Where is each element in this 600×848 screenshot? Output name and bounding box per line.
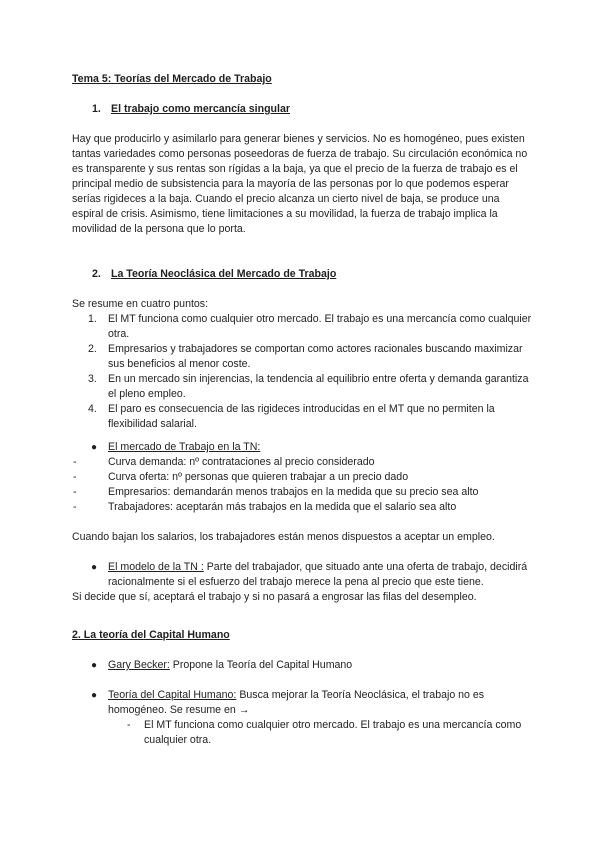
section-2-heading: [72, 267, 532, 282]
section-3-heading: 2. La teoría del Capital Humano: [72, 629, 230, 641]
list-item: [72, 658, 532, 673]
list-item: [72, 500, 532, 515]
bullet-icon: ●: [91, 562, 98, 573]
bullet-icon: ●: [91, 690, 98, 701]
list-item-text: Empresarios y trabajadores se comportan como actores racionales buscando maximizar sus beneficios al menor coste.: [108, 343, 523, 370]
list-item: [72, 485, 532, 500]
market-bullet: [72, 440, 532, 455]
dash-icon: -: [73, 456, 77, 468]
model-label: El modelo de la TN :: [108, 561, 204, 573]
model-text: Parte del trabajador, que situado ante una oferta de trabajo, decidirá racionalmente si el esfuerzo del trabajo merece la pena al precio que este tiene.: [108, 561, 528, 588]
market-label: El mercado de Trabajo en la TN:: [108, 441, 261, 453]
list-item-text: Curva demanda: nº contrataciones al precio considerado: [108, 456, 375, 468]
human-capital-bullet: [72, 688, 532, 718]
list-item: [72, 560, 532, 590]
list-item: [72, 440, 532, 455]
salary-note: Cuando bajan los salarios, los trabajadores están menos dispuestos a aceptar un empleo.: [72, 531, 495, 543]
list-item-number: 4.: [88, 403, 97, 415]
market-items-list: [72, 455, 532, 515]
section-2-title: La Teoría Neoclásica del Mercado de Trabajo: [111, 268, 337, 280]
list-item-text: Curva oferta: nº personas que quieren trabajar a un precio dado: [108, 471, 409, 483]
list-item: [72, 312, 532, 342]
becker-label: Gary Becker:: [108, 659, 170, 671]
dash-icon: -: [127, 719, 131, 731]
list-item-text: En un mercado sin injerencias, la tendencia al equilibrio entre oferta y demanda garantiza el pleno empleo.: [108, 373, 529, 400]
model-bullet: [72, 560, 532, 590]
document-title: Tema 5: Teorías del Mercado de Trabajo: [72, 73, 272, 85]
list-item-text: El MT funciona como cualquier otro mercado. El trabajo es una mercancía como cualquier otra.: [108, 313, 532, 340]
model-conclusion: Si decide que sí, aceptará el trabajo y si no pasará a engrosar las filas del desempleo.: [72, 591, 477, 603]
list-item: [72, 402, 532, 432]
list-item: [72, 455, 532, 470]
bullet-icon: ●: [91, 442, 98, 453]
dash-icon: -: [73, 486, 77, 498]
list-item-text: Empresarios: demandarán menos trabajos en la medida que su precio sea alto: [108, 486, 479, 498]
section-1-title: El trabajo como mercancía singular: [111, 103, 290, 115]
dash-icon: -: [73, 471, 77, 483]
human-capital-label: Teoría del Capital Humano:: [108, 689, 237, 701]
human-capital-subitems: [72, 718, 532, 748]
section-1-number: 1.: [92, 103, 101, 115]
section-2-number: 2.: [92, 268, 101, 280]
list-item: [72, 718, 532, 748]
list-item-text: El paro es consecuencia de las rigideces introducidas en el MT que no permiten la flexibilidad salarial.: [108, 403, 495, 430]
list-item-number: 3.: [88, 373, 97, 385]
document-page: [72, 72, 532, 748]
bullet-icon: ●: [91, 660, 98, 671]
human-capital-text: Busca mejorar la Teoría Neoclásica, el trabajo no es homogéneo. Se resume en →: [108, 689, 485, 716]
dash-icon: -: [73, 501, 77, 513]
list-item: [72, 470, 532, 485]
list-item-number: 2.: [88, 343, 97, 355]
list-item-number: 1.: [88, 313, 97, 325]
becker-bullet: [72, 658, 532, 673]
list-item: [72, 688, 532, 718]
section-1-heading: [72, 102, 532, 117]
section-1-paragraph: Hay que producirlo y asimilarlo para generar bienes y servicios. No es homogéneo, pues existen tantas variedades como personas poseedoras de fuerza de trabajo. Su circulación económica no es transparente y sus rentas son rígidas a la baja, ya que el precio de la fuerza de trabajo es el principal medio de subsistencia para la mayoría de las personas por lo que podemos esperar serías rigideces a la baja. Cuando el precio alcanza un cierto nivel de baja, se produce una espiral de crisis. Asimismo, tiene limitaciones a su movilidad, la fuerza de trabajo implica la movilidad de la persona que lo porta.: [72, 133, 528, 235]
neoclassical-points-list: [72, 312, 532, 432]
becker-text: Propone la Teoría del Capital Humano: [169, 659, 353, 671]
section-2-intro: Se resume en cuatro puntos:: [72, 298, 209, 310]
list-item-text: El MT funciona como cualquier otro mercado. El trabajo es una mercancía como cualquier otra.: [144, 719, 522, 746]
list-item-text: Trabajadores: aceptarán más trabajos en la medida que el salario sea alto: [108, 501, 457, 513]
list-item: [72, 372, 532, 402]
list-item: [72, 342, 532, 372]
